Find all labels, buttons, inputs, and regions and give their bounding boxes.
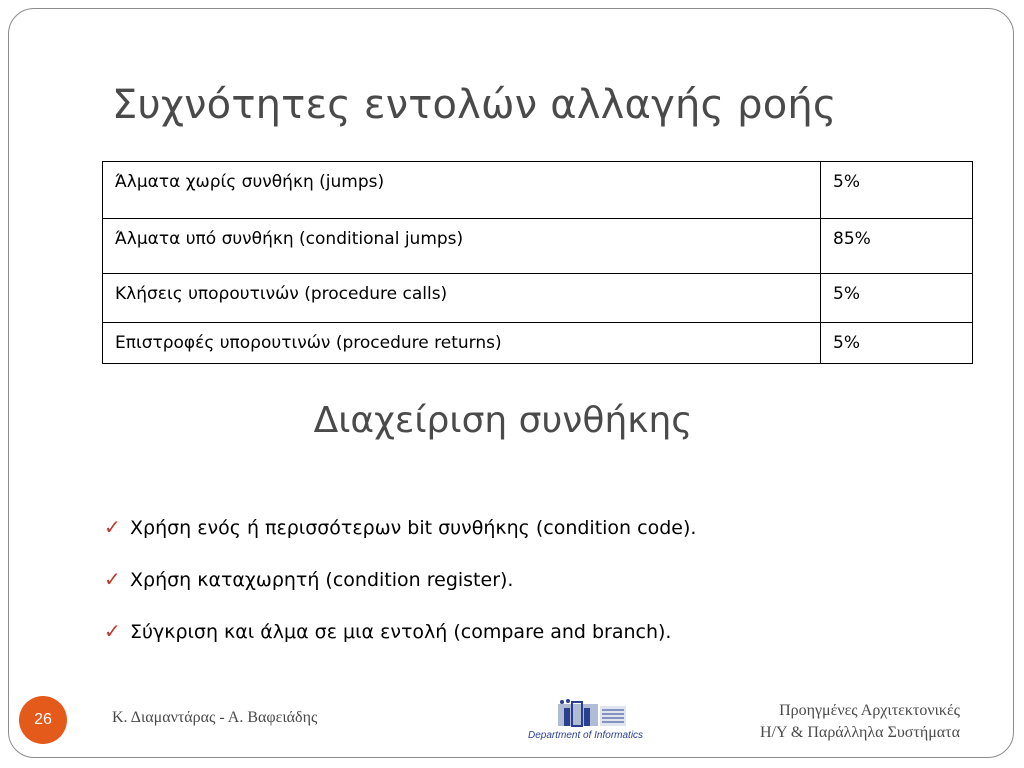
table-cell-label: Κλήσεις υπορουτινών (procedure calls) [103,274,821,323]
table-row [103,219,973,274]
table-cell-label: Άλματα χωρίς συνθήκη (jumps) [103,162,821,219]
logo-caption: Department of Informatics [528,730,644,741]
list-item [104,510,696,562]
bullet-text: Χρήση καταχωρητή (condition register). [130,569,514,591]
table-row [103,274,973,323]
checkmark-icon: ✓ [104,567,121,591]
table-row [103,323,973,364]
table-cell-value: 5% [821,162,973,219]
course-line-2: Η/Υ & Παράλληλα Συστήματα [759,724,960,741]
section-subtitle: Διαχείριση συνθήκης [313,400,693,441]
logo-graphic-icon [528,698,678,732]
table-cell-value: 5% [821,323,973,364]
bullet-text: Σύγκριση και άλμα σε μια εντολή (compare and branch). [130,621,672,643]
table-row [103,162,973,219]
checkmark-icon: ✓ [104,515,121,539]
table-cell-label: Επιστροφές υπορουτινών (procedure returns) [103,323,821,364]
footer-author: Κ. Διαμαντάρας - Α. Βαφειάδης [112,709,318,726]
page-number-badge: 26 [19,696,67,744]
table-cell-label: Άλματα υπό συνθήκη (conditional jumps) [103,219,821,274]
checkmark-icon: ✓ [104,619,121,643]
table-cell-value: 5% [821,274,973,323]
footer-course-title [760,700,960,744]
bullet-text: Χρήση ενός ή περισσότερων bit συνθήκης (condition code). [130,517,697,539]
frequency-table [102,161,973,364]
slide-title: Συχνότητες εντολών αλλαγής ροής [112,82,837,128]
list-item [104,562,696,614]
bullet-list [104,510,696,666]
table-cell-value: 85% [821,219,973,274]
course-line-1: Προηγμένες Αρχιτεκτονικές [779,702,960,719]
department-logo [528,698,678,744]
list-item [104,614,696,666]
